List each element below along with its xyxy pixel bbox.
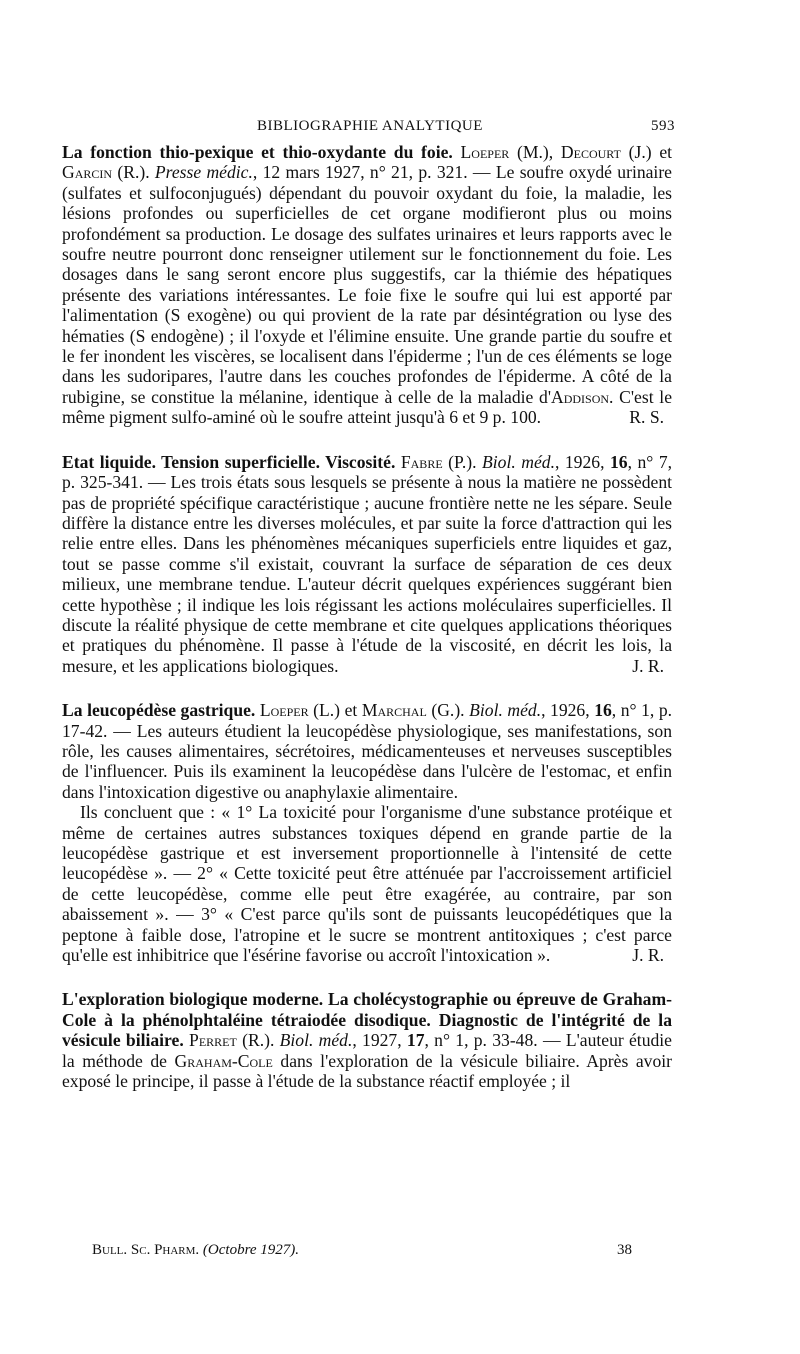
abstract-entry-1 — [62, 142, 672, 428]
author-name: Perret — [189, 1030, 237, 1051]
author-name: Garcin — [62, 162, 113, 183]
running-title: BIBLIOGRAPHIE ANALYTIQUE — [257, 118, 483, 134]
page-footer — [92, 1242, 632, 1259]
author-initials: (R.). — [117, 162, 150, 183]
abstract-entry-3 — [62, 700, 672, 965]
abstract-entry-4 — [62, 989, 672, 1091]
author-name: Marchal — [361, 700, 427, 721]
abstract-text: Le soufre oxydé urinaire (sulfates et sulfoconjugués) dépendant du pouvoir oxydant du foie, la maladie, les lésions profondes ou superficielles de cet organe modifieront plus ou moins profondément sa production. Le dosage des sulfates urinaires et leurs rapports avec le soufre neutre pourront donc renseigner utilement sur le fonctionnement du foie. Les dosages dans le sang seront encore plus suggestifs, car la thiémie des hépatiques présente des variations intéressantes. Le foie fixe le soufre qui lui est apporté par l'alimentation (S exogène) ou qui provient de la rate par désintégration ou lyse des hématies (S endogène) ; il l'oxyde et l'élimine ensuite. Une grande partie du soufre et le fer inondent les viscères, se localisent dans l'épiderme ; l'un de ces éléments se loge dans les sudoripares, l'autre dans les couches profondes de l'épiderme. A côté de la rubigine, se constitue la mélanine, identique à celle de la maladie d' — [62, 162, 672, 407]
citation: , 1927, — [352, 1030, 402, 1051]
abstract-text: . C'est le même pigment sulfo-aminé où le soufre atteint jusqu'à 6 et 9 p. 100. — [62, 386, 673, 428]
citation: , n° 1, p. 33-48. — — [424, 1030, 561, 1051]
citation: , 1926, — [541, 700, 590, 721]
volume-number: 16 — [594, 700, 612, 721]
abstract-text: Les trois états sous lesquels se présente à nous la matière ne possèdent pas de propriété spécifique caractéristique ; aucune frontière nette ne les sépare. Seule diffère la distance entre les diverses molécules, et par suite la force d'attraction qui les relie entre elles. Dans les phénomènes mécaniques superficiels entre liquides et gaz, tout se passe comme s'il existait, couvrant la surface de séparation de ces deux milieux, une membrane tendue. L'auteur décrit quelques expériences suggérant bien cette hypothèse ; il indique les lois régissant les actions moléculaires superficielles. Il discute la réalité physique de cette membrane et cite quelques applications théoriques et pratiques du phénomène. Il passe à l'étude de la viscosité, en décrit les lois, la mesure, et les applications biologiques. — [62, 472, 672, 676]
abstract-text: L'auteur étudie la méthode de — [62, 1030, 672, 1071]
author-name: Decourt — [560, 142, 621, 162]
journal-name: Biol. méd. — [279, 1030, 353, 1051]
signature-number: 38 — [617, 1242, 632, 1258]
author-initials: (R.). — [242, 1030, 275, 1051]
footer-journal: Bull. Sc. Pharm. — [92, 1242, 200, 1258]
entry-title: La fonction thio-pexique et thio-oxydante du foie. — [62, 142, 453, 162]
journal-name: Biol. méd. — [469, 700, 542, 721]
reviewer-signature: J. R. — [632, 655, 664, 676]
entry-title: L'exploration biologique moderne. La cholécystographie ou épreuve de Graham-Cole à la phénolphtaléine tétraiodée disodique. Diagnostic de l'intégrité de la vésicule biliaire. — [62, 989, 672, 1051]
journal-name: Biol. méd. — [482, 451, 555, 472]
author-initials: (J.) et — [628, 142, 673, 162]
running-head — [62, 118, 675, 142]
author-name: Loeper — [259, 700, 309, 721]
reviewer-signature: R. S. — [629, 407, 664, 428]
citation: , n° 7, p. 325-341. — — [62, 451, 673, 493]
author-initials: (L.) et — [313, 700, 358, 721]
author-initials: (G.). — [431, 700, 465, 721]
author-name: Graham-Cole — [174, 1050, 273, 1071]
abstract-text: Ils concluent que : « 1° La toxicité pour l'organisme d'une substance protéique et même de certaines autres substances toxiques dépend en grande partie de la leucopédèse gastrique et est inversement proportionnelle à l'intensité de cette leucopédèse ». — 2° « Cette toxicité peut être atténuée par l'accroissement artificiel de cette leucopédèse, comme elle peut être exagérée, au contraire, par son abaissement ». — 3° « C'est parce qu'ils sont de puissants leucopédétiques que la peptone à faible dose, l'atropine et le sucre se montrent antitoxiques ; c'est parce qu'elle est inhibitrice que l'ésérine favorise ou accroît l'intoxication ». — [62, 802, 672, 966]
author-name: Fabre — [400, 451, 443, 472]
abstract-entry-2 — [62, 452, 672, 676]
entry-title: Etat liquide. Tension superficielle. Viscosité. — [62, 451, 396, 472]
citation: , 12 mars 1927, n° 21, p. 321. — — [252, 162, 491, 183]
page-number: 593 — [651, 118, 675, 134]
volume-number: 16 — [610, 451, 628, 472]
author-initials: (M.), — [517, 142, 554, 162]
author-name: Loeper — [460, 142, 510, 162]
abstract-text: dans l'exploration de la vésicule biliaire. Après avoir exposé le principe, il passe à l'étude de la substance réactif employée ; il — [62, 1050, 672, 1092]
journal-name: Presse médic. — [154, 162, 253, 183]
citation: , 1926, — [554, 451, 605, 472]
abstract-text: Les auteurs étudient la leucopédèse physiologique, ses manifestations, son rôle, les causes alimentaires, sécrétoires, médicamenteuses et nerveuses susceptibles de l'influencer. Puis ils examinent la leucopédèse dans l'ulcère de l'estomac, et enfin dans l'intoxication digestive ou anaphylaxie alimentaire. — [62, 720, 672, 802]
reviewer-signature: J. R. — [632, 945, 664, 966]
author-name: Addison — [551, 386, 610, 407]
page-body — [62, 118, 675, 1092]
citation: , n° 1, p. 17-42. — — [62, 700, 673, 741]
footer-date: (Octobre 1927). — [202, 1242, 300, 1258]
author-initials: (P.). — [448, 451, 477, 472]
entry-title: La leucopédèse gastrique. — [62, 700, 256, 721]
volume-number: 17 — [406, 1030, 425, 1051]
